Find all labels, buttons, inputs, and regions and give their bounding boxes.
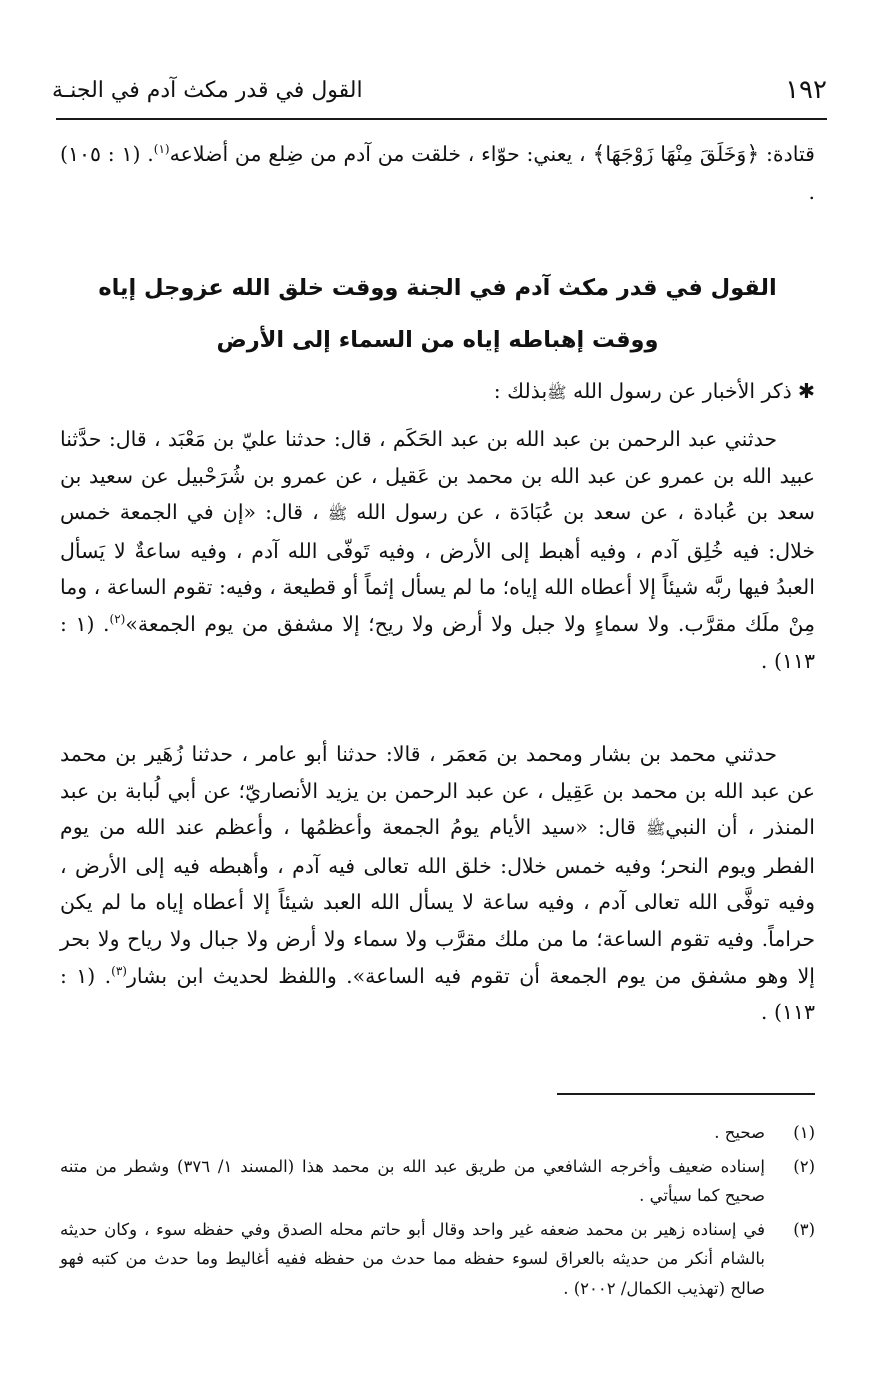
footnote-text: في إسناده زهير بن محمد ضعفه غير واحد وقال أبو حاتم محله الصدق وفي حفظه سوء ، وكان حديثه بالشام أنكر من حديثه بالعراق لسوء حفظه مما حدث من حفظه ففيه أغاليط وما حدث من كتبه فهو صالح (تهذيب الكمال/ ٢٠٠٢) . <box>60 1219 765 1298</box>
hadith-2-part-b: قال: «سيد الأيام يومُ الجمعة وأعظمُها ، وأعظم عند الله من يوم الفطر ويوم النحر؛ وفيه خمس خلال: خلق الله تعالى فيه آدم ، وأهبطه فيه إلى الأرض ، وفيه توفَّى الله تعالى آدم ، وفيه ساعة لا يسأل الله العبد شيئاً إلا أعطاه إياه ما لم يكن حراماً. وفيه تقوم الساعة؛ ما من ملك مقرَّب ولا سماء ولا أرض ولا جبال ولا رياح ولا بحر إلا وهو مشفق من يوم الجمعة أن تقوم فيه الساعة». واللفظ لحديث ابن بشار <box>60 815 815 988</box>
hadith-1-end: . (١ : ١١٣) . <box>60 611 815 673</box>
honorific-icon: ﷺ <box>327 504 348 524</box>
footnote-number: (١) <box>793 1123 815 1142</box>
hadith-2-part-a: حدثني محمد بن بشار ومحمد بن مَعمَر ، قالا: حدثنا أبو عامر ، حدثنا زُهَير بن محمد عن عبد الله بن محمد بن عَقِيل ، عن عبد الرحمن بن يزيد الأنصاريّ؛ عن أبي لُبابة بن عبد المنذر ، أن النبي <box>60 742 815 840</box>
continuation-end: . (١ : ١٠٥) . <box>60 142 815 204</box>
hadith-1-part-a: حدثني عبد الرحمن بن عبد الله بن عبد الحَكَم ، قال: حدثنا عليّ بن مَعْبَد ، قال: حدَّثنا عبيد الله بن عمرو عن عبد الله بن محمد بن عَقيل ، عن عمرو بن شُرَحْبيل عن سعيد بن سعد بن عُبادة ، عن سعد بن عُبَادَة ، عن رسول الله <box>60 427 815 525</box>
running-header <box>52 72 827 112</box>
footnote-2 <box>60 1152 815 1211</box>
footnote-ref-2[interactable]: (٢) <box>109 612 126 627</box>
footnote-number: (٣) <box>793 1219 815 1239</box>
section-heading-line-2: ووقت إهباطه إياه من السماء إلى الأرض <box>216 327 659 353</box>
subheading-text: ذكر الأخبار عن رسول الله <box>573 379 792 403</box>
honorific-icon: ﷺ <box>547 383 567 402</box>
footnote-ref-1[interactable]: (١) <box>153 142 170 157</box>
subheading-end: بذلك : <box>493 379 548 403</box>
footnote-ref-3[interactable]: (٣) <box>111 963 127 978</box>
quran-text: وَخَلَقَ مِنْهَا زَوْجَهَا <box>605 142 747 166</box>
hadith-1-part-b: ، قال: «إن في الجمعة خمس خلال: فيه خُلِق آدم ، وفيه أهبط إلى الأرض ، وفيه تَوفّى الله آدم ، وفيه ساعةٌ لا يَسأل العبدُ فيها ربَّه شيئاً إلا أعطاه الله إياه؛ ما لم يسأل إثماً أو قطيعة ، وفيه: تقوم الساعة ، وما مِنْ ملَك مقرَّب. ولا سماءٍ ولا جبل ولا أرض ولا ريح؛ إلا مشفق من يوم الجمعة» <box>60 500 816 636</box>
footnote-text: إسناده ضعيف وأخرجه الشافعي من طريق عبد الله بن محمد هذا (المسند ١/ ٣٧٦) وشطر من متنه صحيح كما سيأتي . <box>60 1156 765 1206</box>
footnote-3 <box>60 1215 815 1304</box>
continuation-text-after: ، يعني: حوّاء ، خلقت من آدم من ضِلع من أضلاعه <box>169 142 593 166</box>
continuation-paragraph <box>60 136 815 210</box>
quran-bracket-open: ﴿ <box>746 142 760 167</box>
section-subheading <box>60 373 815 411</box>
hadith-paragraph-1 <box>60 421 815 679</box>
hadith-paragraph-2 <box>60 736 815 1031</box>
quran-bracket-close: ﴾ <box>592 142 606 167</box>
footnote-number: (٢) <box>793 1156 815 1176</box>
page-number: ١٩٢ <box>785 75 827 105</box>
footnote-1 <box>60 1118 815 1148</box>
honorific-icon: ﷺ <box>646 819 666 839</box>
header-title: القول في قدر مكث آدم في الجنـة <box>52 78 363 103</box>
header-rule <box>56 118 827 120</box>
continuation-text-before: قتادة: <box>759 142 815 166</box>
section-heading-line-1: القول في قدر مكث آدم في الجنة ووقت خلق الله عزوجل إياه <box>98 275 777 301</box>
hadith-2-end: . (١ : ١١٣) . <box>60 963 815 1025</box>
footnote-text: صحيح . <box>714 1123 765 1142</box>
quran-quote <box>592 142 759 166</box>
footnotes-section <box>60 1118 815 1308</box>
asterisk-icon: ✱ <box>797 379 815 403</box>
footnote-separator <box>557 1093 815 1095</box>
